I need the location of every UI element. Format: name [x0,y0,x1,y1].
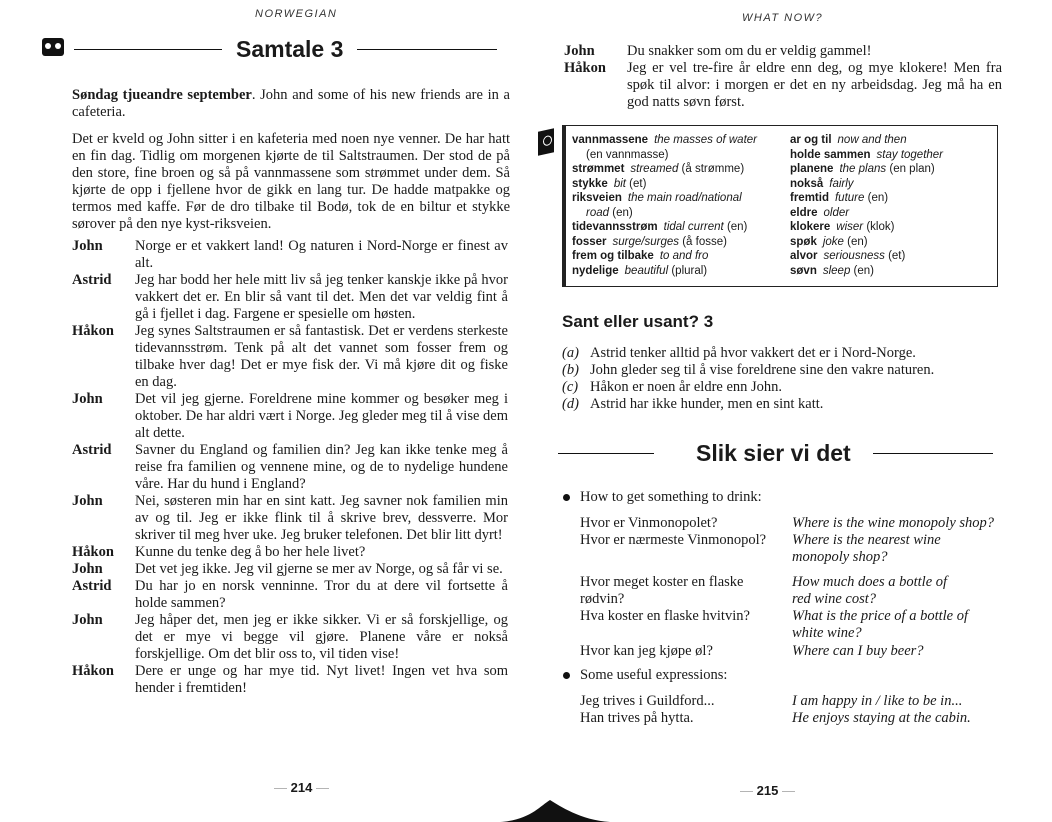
item-label: (d) [562,396,579,412]
right-running-head: WHAT NOW? [742,12,824,24]
cassette-icon [42,38,64,56]
vocab-grammar: (en) [847,235,868,248]
vocab-meaning: older [823,206,850,219]
vocab-word: vannmassene [572,134,649,146]
intro-date: Søndag tjueandre september [72,87,252,103]
phrase-1: Hvor er Vinmonopolet? [580,515,718,531]
speaker-name: John [564,43,595,59]
item-text: Håkon er noen år eldre enn John. [590,379,783,395]
vocab-meaning: fairly [829,177,854,190]
left-title-row [74,36,497,63]
translation-6: I am happy in / like to be in... [792,693,963,709]
vocab-meaning: to and fro [659,250,709,262]
left-running-head: NORWEGIAN [255,8,338,20]
dialogue-line [72,391,508,442]
phrase-5: Hvor kan jeg kjøpe øl? [580,643,713,659]
vocab-entry [790,220,995,235]
true-false-item [562,396,1002,413]
dialogue-line [72,544,508,561]
vocab-word: nokså [790,177,824,190]
slik-sier-vi-det-title: Slik sier vi det [696,440,851,466]
true-false-list [562,345,1002,413]
vocab-meaning: surge/surges [612,235,680,248]
vocab-entry [790,206,995,221]
dialogue-line [72,272,508,323]
vocab-entry [790,249,995,264]
item-text: John gleder seg til å vise foreldrene sine den vakre naturen. [590,362,935,378]
dialogue-text: Det vet jeg ikke. Jeg vil gjerne se mer av Norge, og så får vi se. [135,561,503,577]
vocab-entry [572,249,792,264]
vocab-word: stykke [572,177,608,190]
vocab-entry [790,235,995,250]
speaker-name: Håkon [72,323,114,339]
bullet-dot [563,672,570,679]
sant-eller-usant-heading: Sant eller usant? 3 [562,312,714,331]
slik-rule-right [873,453,993,454]
left-page-number-value: 214 [290,780,313,795]
right-page-number-value: 215 [756,783,779,798]
vocab-word: riksveien [572,192,622,204]
dialogue-line [72,578,508,612]
vocab-meaning: the masses of water [654,134,757,146]
vocab-meaning: now and then [837,134,907,146]
translation-1: Where is the wine monopoly shop? [792,515,995,531]
vocab-entry [572,177,792,192]
title-rule-right [357,49,497,50]
vocab-entry [572,191,792,206]
vocab-word: holde sammen [790,148,871,161]
item-text: Astrid tenker alltid på hvor vakkert det er i Nord-Norge. [590,345,916,361]
speaker-name: Håkon [72,663,114,679]
item-label: (b) [562,362,579,378]
vocab-meaning: beautiful [624,264,669,277]
dialogue-text: Du har jo en norsk venninne. Tror du at dere vil fortsette å holde sammen? [135,578,508,611]
dialogue-text: Det vil jeg gjerne. Foreldrene mine kommer og besøker meg i oktober. De har aldri vært i Norge. Jeg gleder meg til å vise dem alt dette. [135,391,509,441]
phrase-4: Hva koster en flaske hvitvin? [580,608,750,624]
vocab-entry [790,148,995,163]
vocab-word: alvor [790,250,818,262]
translation-2: Where is the nearest wine monopoly shop? [792,532,941,565]
dialogue-text: Savner du England og familien din? Jeg kan ikke tenke meg å reise fra familien og vennene mine, og de to nydelige hundene våre. Har du hund i England? [135,442,508,492]
vocab-grammar: (en vannmasse) [586,148,669,161]
vocab-entry [790,162,995,177]
vocab-grammar: (en) [867,192,889,204]
vocab-word: søvn [790,264,817,277]
intro-text: . John and some of his new friends are in a cafeteria. [72,87,510,120]
vocab-meaning: bit [613,177,626,190]
translation-3: How much does a bottle of red wine cost? [792,574,948,607]
vocab-word: fosser [572,235,607,248]
vocab-entry [790,264,995,279]
dialogue-line [72,323,508,391]
vocab-grammar: (å strømme) [681,163,745,175]
vocab-entry [790,177,995,192]
vocab-column-right [790,133,995,278]
speaker-name: Astrid [72,272,112,288]
vocab-word: ar og til [790,134,832,146]
dialogue-line [72,442,508,493]
vocab-meaning: the plans [839,163,887,175]
translation-4: What is the price of a bottle of white wine? [792,608,968,641]
vocab-meaning: tidal current [663,221,724,233]
vocab-grammar: (en) [612,206,633,219]
vocab-word: spøk [790,235,817,248]
vocab-word: frem og tilbake [572,250,654,262]
dialogue-line [72,612,508,663]
vocab-meaning: wiser [836,221,864,233]
bullet-dot [563,494,570,501]
vocab-entry [790,133,995,148]
vocab-grammar: (et) [629,177,647,190]
vocab-word: strømmet [572,163,625,175]
vocab-meaning: sleep [822,264,851,277]
vocab-meaning: streamed [630,163,679,175]
vocab-grammar: (klok) [866,221,895,233]
vocab-entry [572,235,792,250]
speaker-name: John [72,391,103,407]
dialogue-text: Jeg har bodd her hele mitt liv så jeg tenker kanskje ikke på hvor vakkert det er. En blir så vant til det. Men det var veldig fint å gå i fjellet i dag. Fargene er spesielle om høsten. [135,272,508,322]
vocab-meaning: road [586,206,610,219]
dialogue-text: Dere er unge og har mye tid. Nyt livet! Ingen vet hva som hender i fremtiden! [135,663,508,696]
phrase-2: Hvor er nærmeste Vinmonopol? [580,532,767,548]
vocab-word: fremtid [790,192,829,204]
translation-5: Where can I buy beer? [792,643,924,659]
bullet-drink: How to get something to drink: [580,489,762,505]
intro-paragraph [72,87,510,121]
item-text: Astrid har ikke hunder, men en sint katt. [590,396,824,412]
vocab-meaning: joke [822,235,844,248]
page-title-samtale: Samtale 3 [236,36,344,62]
phrase-6: Jeg trives i Guildford... [580,693,715,709]
bullet-expressions: Some useful expressions: [580,667,728,683]
dialogue-text: Norge er et vakkert land! Og naturen i Nord-Norge er finest av alt. [135,238,508,271]
dialogue-line [564,60,1002,111]
speaker-name: Håkon [72,544,114,560]
true-false-item [562,379,1002,396]
right-dialogue [564,43,1002,111]
vocab-grammar: (en) [853,264,874,277]
vocab-entry [572,264,792,279]
slik-rule-left [558,453,654,454]
speaker-name: John [72,238,103,254]
vocab-entry [572,148,792,163]
speaker-name: Astrid [72,442,112,458]
dialogue-text: Nei, søsteren min har en sint katt. Jeg savner nok familien min av og til. Jeg er ikke flink til å skrive brev, dessverre. Mor skriver til meg hver uke. Jeg bruker telefonen. Det blir litt dyrt! [135,493,508,543]
dialogue-text: Kunne du tenke deg å bo her hele livet? [135,544,366,560]
vocab-meaning: seriousness [823,250,885,262]
dialogue-line [72,561,508,578]
vocab-column-left [572,133,792,278]
right-title-row [558,440,993,467]
dialogue-line [72,493,508,544]
vocab-grammar: (plural) [671,264,708,277]
item-label: (c) [562,379,579,395]
vocab-grammar: (et) [888,250,906,262]
phrase-7: Han trives på hytta. [580,710,694,726]
speaker-name: John [72,561,103,577]
vocab-entry [572,133,792,148]
vocab-entry [572,206,792,221]
left-page-number: — 214 — [274,780,329,795]
vocab-entry [790,191,995,206]
phrase-3: Hvor meget koster en flaske rødvin? [580,574,744,607]
speaker-name: John [72,612,103,628]
spine-shadow [500,800,610,822]
vocab-grammar: (en plan) [889,163,935,175]
vocab-meaning: future [834,192,865,204]
right-page-number: — 215 — [740,783,795,798]
vocab-word: tidevannsstrøm [572,221,658,233]
narrative-paragraph: Det er kveld og John sitter i en kafeteria med noen nye venner. De har hatt en fin dag. Tidlig om morgenen kjørte de til Saltstraumen. Der stod de på den store, fine broen og så på vannmassene som strømmet under dem. Så kjørte de opp i fjellene hvor de gikk en lang tur. De hadde matpakke og termos med kaffe. Før de dro tilbake til Bodø, tok de en biltur et stykke sørover på den nye kyst-riksveien. [72,131,510,232]
dialogue-text: Jeg håper det, men jeg er ikke sikker. Vi er så forskjellige, og det er mye vi begge vil gjøre. Planene våre er nokså forskjellige. Om det blir oss to, vil tiden vise! [135,612,508,662]
dialogue-text: Jeg er vel tre-fire år eldre enn deg, og mye klokere! Men fra spøk til alvor: i morgen er det en ny arbeidsdag. Jeg må ha en god natts søvn først. [627,60,1002,110]
title-rule-left [74,49,222,50]
dialogue-line [72,663,508,697]
vocab-word: planene [790,163,834,175]
vocab-word: eldre [790,206,818,219]
true-false-item [562,345,1002,362]
speaker-name: Astrid [72,578,112,594]
dialogue-line [564,43,1002,60]
speaker-name: Håkon [564,60,606,76]
dialogue-line [72,238,508,272]
translation-7: He enjoys staying at the cabin. [792,710,971,726]
book-icon [538,128,554,155]
dialogue-text: Du snakker som om du er veldig gammel! [627,43,872,59]
vocab-meaning: stay together [876,148,944,161]
item-label: (a) [562,345,579,361]
vocabulary-box [562,125,998,287]
true-false-item [562,362,1002,379]
dialogue-text: Jeg synes Saltstraumen er så fantastisk. Det er verdens sterkeste tidevannsstrøm. Tenk på alt det vannet som fosser frem og tilbake hver dag! Det er mye fisk der. Vi må kjøre dit og fiske en dag. [135,323,508,390]
vocab-meaning: the main road/national [627,192,742,204]
left-dialogue [72,238,508,697]
vocab-word: nydelige [572,264,619,277]
vocab-entry [572,220,792,235]
vocab-grammar: (en) [726,221,748,233]
vocab-grammar: (å fosse) [682,235,727,248]
vocab-word: klokere [790,221,831,233]
speaker-name: John [72,493,103,509]
vocab-entry [572,162,792,177]
